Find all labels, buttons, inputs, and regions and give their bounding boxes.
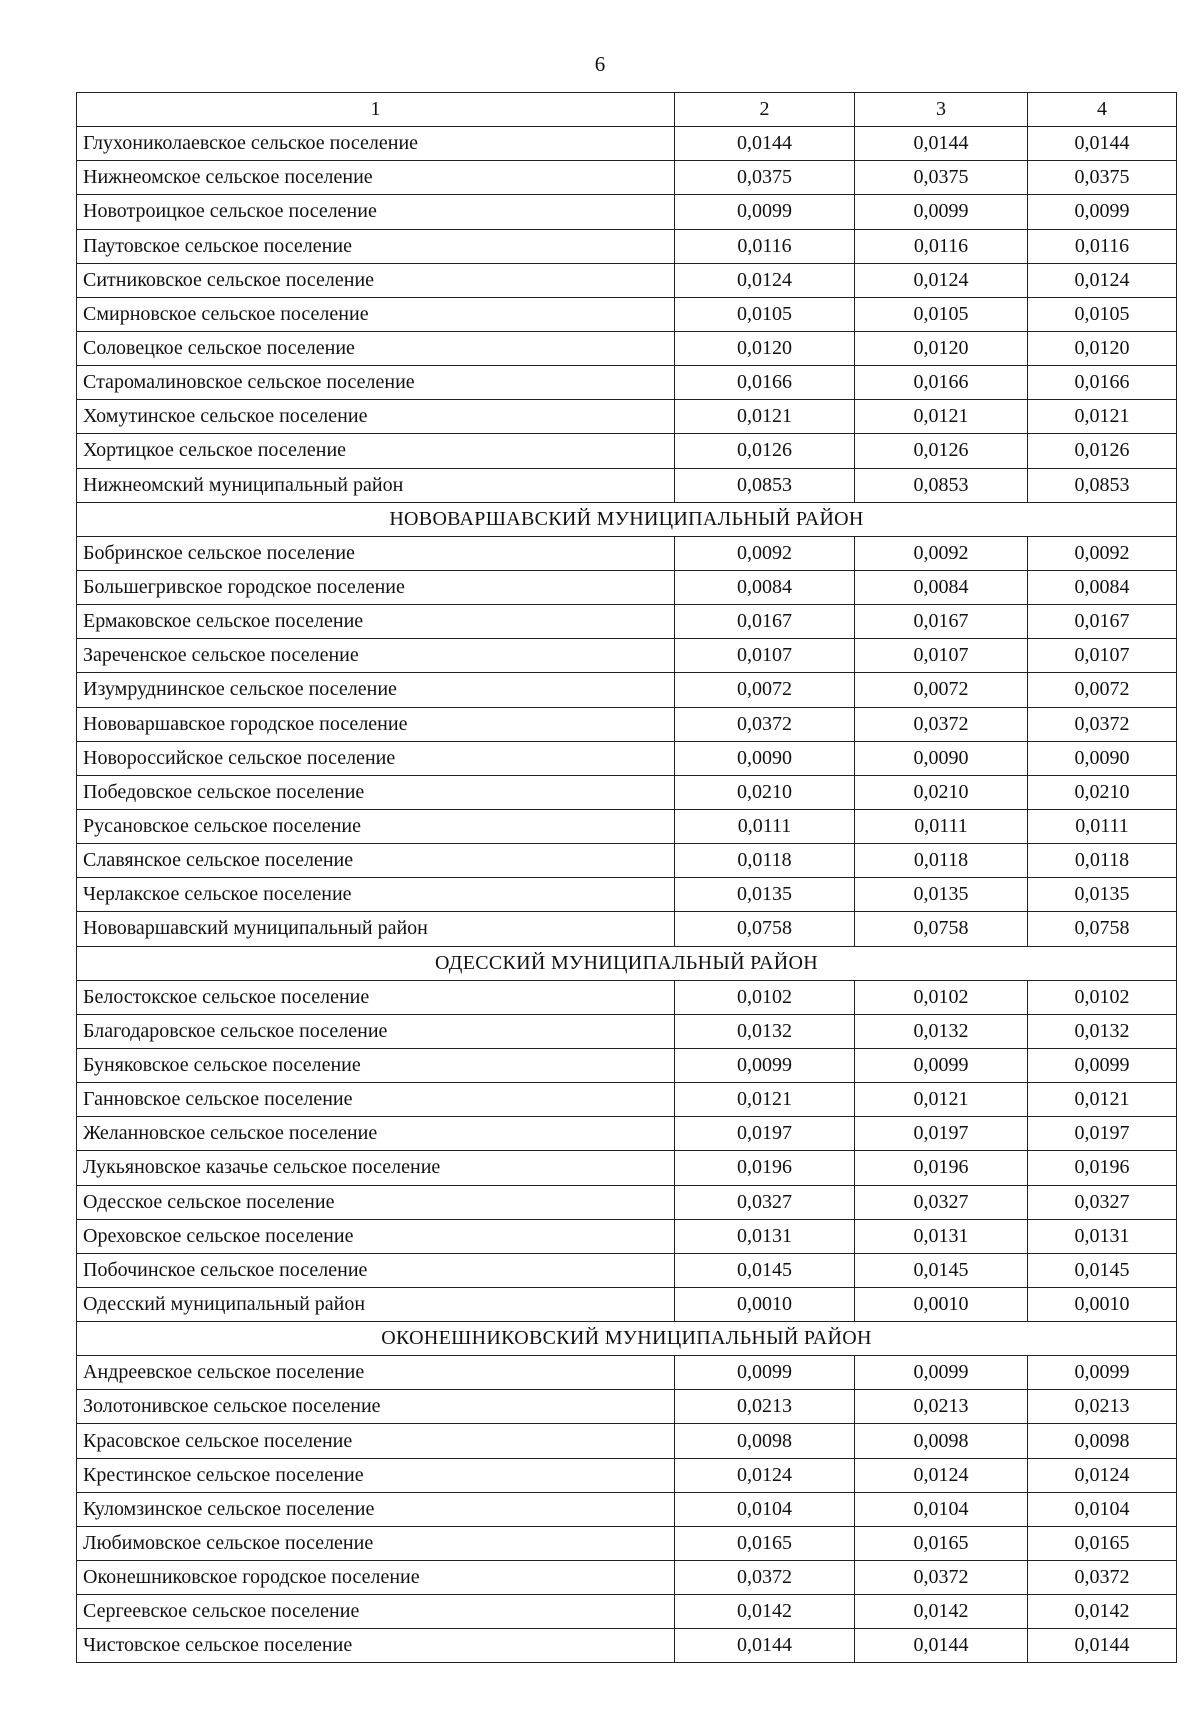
table-row [77, 1014, 1177, 1048]
settlement-name: Крестинское сельское поселение [77, 1458, 675, 1492]
column-number-4: 4 [1028, 93, 1177, 127]
district-heading-row [77, 1322, 1177, 1356]
settlement-name: Желанновское сельское поселение [77, 1117, 675, 1151]
value-col-3: 0,0126 [855, 434, 1028, 468]
value-col-4: 0,0111 [1028, 809, 1177, 843]
value-col-3: 0,0121 [855, 1083, 1028, 1117]
settlement-name: Одесское сельское поселение [77, 1185, 675, 1219]
value-col-2: 0,0853 [675, 468, 855, 502]
value-col-2: 0,0327 [675, 1185, 855, 1219]
table-row [77, 1287, 1177, 1321]
value-col-4: 0,0124 [1028, 1458, 1177, 1492]
settlement-name: Соловецкое сельское поселение [77, 331, 675, 365]
value-col-3: 0,0092 [855, 536, 1028, 570]
settlement-name: Хомутинское сельское поселение [77, 400, 675, 434]
table-row [77, 434, 1177, 468]
value-col-2: 0,0142 [675, 1595, 855, 1629]
value-col-2: 0,0118 [675, 844, 855, 878]
value-col-4: 0,0196 [1028, 1151, 1177, 1185]
value-col-4: 0,0210 [1028, 775, 1177, 809]
value-col-2: 0,0213 [675, 1390, 855, 1424]
settlement-name: Черлакское сельское поселение [77, 878, 675, 912]
table-row [77, 707, 1177, 741]
table-row [77, 366, 1177, 400]
table-row [77, 1117, 1177, 1151]
settlement-name: Буняковское сельское поселение [77, 1048, 675, 1082]
value-col-3: 0,0144 [855, 1629, 1028, 1663]
settlement-name: Смирновское сельское поселение [77, 297, 675, 331]
settlement-name: Андреевское сельское поселение [77, 1356, 675, 1390]
value-col-2: 0,0099 [675, 1048, 855, 1082]
value-col-3: 0,0213 [855, 1390, 1028, 1424]
value-col-4: 0,0124 [1028, 263, 1177, 297]
settlement-name: Бобринское сельское поселение [77, 536, 675, 570]
value-col-2: 0,0072 [675, 673, 855, 707]
table-row [77, 1492, 1177, 1526]
value-col-3: 0,0120 [855, 331, 1028, 365]
value-col-3: 0,0165 [855, 1526, 1028, 1560]
value-col-2: 0,0375 [675, 161, 855, 195]
table-row [77, 570, 1177, 604]
value-col-4: 0,0118 [1028, 844, 1177, 878]
value-col-2: 0,0126 [675, 434, 855, 468]
value-col-4: 0,0167 [1028, 605, 1177, 639]
value-col-4: 0,0165 [1028, 1526, 1177, 1560]
value-col-4: 0,0010 [1028, 1287, 1177, 1321]
column-number-row [77, 93, 1177, 127]
district-heading: НОВОВАРШАВСКИЙ МУНИЦИПАЛЬНЫЙ РАЙОН [77, 502, 1177, 536]
value-col-3: 0,0118 [855, 844, 1028, 878]
table-row [77, 1151, 1177, 1185]
value-col-3: 0,0102 [855, 980, 1028, 1014]
value-col-4: 0,0135 [1028, 878, 1177, 912]
table-row [77, 468, 1177, 502]
value-col-4: 0,0144 [1028, 1629, 1177, 1663]
table-row [77, 980, 1177, 1014]
value-col-2: 0,0372 [675, 1561, 855, 1595]
value-col-3: 0,0132 [855, 1014, 1028, 1048]
value-col-2: 0,0167 [675, 605, 855, 639]
table-row [77, 639, 1177, 673]
table-row [77, 195, 1177, 229]
value-col-2: 0,0120 [675, 331, 855, 365]
value-col-4: 0,0104 [1028, 1492, 1177, 1526]
page-number: 6 [594, 52, 606, 76]
value-col-2: 0,0107 [675, 639, 855, 673]
settlement-name: Русановское сельское поселение [77, 809, 675, 843]
table-row [77, 1253, 1177, 1287]
value-col-2: 0,0102 [675, 980, 855, 1014]
value-col-4: 0,0144 [1028, 127, 1177, 161]
value-col-3: 0,0372 [855, 707, 1028, 741]
value-col-3: 0,0072 [855, 673, 1028, 707]
value-col-3: 0,0111 [855, 809, 1028, 843]
value-col-4: 0,0131 [1028, 1219, 1177, 1253]
value-col-4: 0,0197 [1028, 1117, 1177, 1151]
value-col-3: 0,0135 [855, 878, 1028, 912]
settlement-name: Чистовское сельское поселение [77, 1629, 675, 1663]
value-col-2: 0,0121 [675, 400, 855, 434]
value-col-3: 0,0145 [855, 1253, 1028, 1287]
value-col-4: 0,0105 [1028, 297, 1177, 331]
table-row [77, 331, 1177, 365]
settlement-name: Любимовское сельское поселение [77, 1526, 675, 1560]
table-row [77, 1424, 1177, 1458]
table-row [77, 1185, 1177, 1219]
value-col-2: 0,0144 [675, 1629, 855, 1663]
value-col-4: 0,0142 [1028, 1595, 1177, 1629]
value-col-4: 0,0372 [1028, 707, 1177, 741]
value-col-2: 0,0090 [675, 741, 855, 775]
value-col-4: 0,0853 [1028, 468, 1177, 502]
settlement-name: Нововаршавское городское поселение [77, 707, 675, 741]
value-col-2: 0,0196 [675, 1151, 855, 1185]
value-col-3: 0,0107 [855, 639, 1028, 673]
settlement-name: Одесский муниципальный район [77, 1287, 675, 1321]
value-col-3: 0,0099 [855, 195, 1028, 229]
value-col-3: 0,0197 [855, 1117, 1028, 1151]
settlement-name: Побочинское сельское поселение [77, 1253, 675, 1287]
settlement-name: Победовское сельское поселение [77, 775, 675, 809]
value-col-3: 0,0121 [855, 400, 1028, 434]
value-col-3: 0,0167 [855, 605, 1028, 639]
value-col-3: 0,0375 [855, 161, 1028, 195]
value-col-4: 0,0126 [1028, 434, 1177, 468]
settlement-name: Ситниковское сельское поселение [77, 263, 675, 297]
value-col-3: 0,0853 [855, 468, 1028, 502]
value-col-2: 0,0372 [675, 707, 855, 741]
value-col-2: 0,0111 [675, 809, 855, 843]
value-col-3: 0,0196 [855, 1151, 1028, 1185]
value-col-4: 0,0213 [1028, 1390, 1177, 1424]
column-number-2: 2 [675, 93, 855, 127]
value-col-2: 0,0124 [675, 1458, 855, 1492]
settlement-name: Благодаровское сельское поселение [77, 1014, 675, 1048]
value-col-2: 0,0144 [675, 127, 855, 161]
table-row [77, 912, 1177, 946]
value-col-4: 0,0099 [1028, 1048, 1177, 1082]
value-col-4: 0,0092 [1028, 536, 1177, 570]
value-col-2: 0,0145 [675, 1253, 855, 1287]
value-col-4: 0,0107 [1028, 639, 1177, 673]
value-col-4: 0,0145 [1028, 1253, 1177, 1287]
value-col-2: 0,0084 [675, 570, 855, 604]
value-col-3: 0,0758 [855, 912, 1028, 946]
settlement-name: Хортицкое сельское поселение [77, 434, 675, 468]
value-col-3: 0,0131 [855, 1219, 1028, 1253]
value-col-3: 0,0124 [855, 263, 1028, 297]
value-col-3: 0,0327 [855, 1185, 1028, 1219]
value-col-4: 0,0120 [1028, 331, 1177, 365]
value-col-3: 0,0142 [855, 1595, 1028, 1629]
value-col-3: 0,0098 [855, 1424, 1028, 1458]
settlement-name: Сергеевское сельское поселение [77, 1595, 675, 1629]
value-col-3: 0,0372 [855, 1561, 1028, 1595]
value-col-3: 0,0144 [855, 127, 1028, 161]
value-col-2: 0,0210 [675, 775, 855, 809]
value-col-4: 0,0121 [1028, 1083, 1177, 1117]
value-col-3: 0,0099 [855, 1048, 1028, 1082]
table-row [77, 1219, 1177, 1253]
value-col-4: 0,0090 [1028, 741, 1177, 775]
table-row [77, 1083, 1177, 1117]
table-row [77, 1629, 1177, 1663]
settlement-name: Нововаршавский муниципальный район [77, 912, 675, 946]
district-heading: ОДЕССКИЙ МУНИЦИПАЛЬНЫЙ РАЙОН [77, 946, 1177, 980]
value-col-3: 0,0116 [855, 229, 1028, 263]
table-row [77, 605, 1177, 639]
value-col-4: 0,0132 [1028, 1014, 1177, 1048]
settlement-name: Лукьяновское казачье сельское поселение [77, 1151, 675, 1185]
table-row [77, 161, 1177, 195]
value-col-3: 0,0124 [855, 1458, 1028, 1492]
value-col-3: 0,0099 [855, 1356, 1028, 1390]
value-col-2: 0,0105 [675, 297, 855, 331]
value-col-4: 0,0116 [1028, 229, 1177, 263]
value-col-2: 0,0010 [675, 1287, 855, 1321]
value-col-4: 0,0099 [1028, 1356, 1177, 1390]
table-row [77, 1048, 1177, 1082]
table-row [77, 536, 1177, 570]
value-col-2: 0,0099 [675, 195, 855, 229]
table-row [77, 127, 1177, 161]
table-row [77, 1526, 1177, 1560]
settlement-name: Глухониколаевское сельское поселение [77, 127, 675, 161]
settlement-name: Оконешниковское городское поселение [77, 1561, 675, 1595]
coefficient-table [76, 92, 1177, 1663]
settlement-name: Старомалиновское сельское поселение [77, 366, 675, 400]
value-col-2: 0,0166 [675, 366, 855, 400]
table-row [77, 400, 1177, 434]
value-col-4: 0,0327 [1028, 1185, 1177, 1219]
value-col-4: 0,0375 [1028, 161, 1177, 195]
value-col-2: 0,0165 [675, 1526, 855, 1560]
settlement-name: Новотроицкое сельское поселение [77, 195, 675, 229]
settlement-name: Куломзинское сельское поселение [77, 1492, 675, 1526]
value-col-2: 0,0758 [675, 912, 855, 946]
value-col-2: 0,0197 [675, 1117, 855, 1151]
table-row [77, 878, 1177, 912]
value-col-4: 0,0758 [1028, 912, 1177, 946]
value-col-2: 0,0099 [675, 1356, 855, 1390]
table-row [77, 1595, 1177, 1629]
table-row [77, 844, 1177, 878]
table-row [77, 1390, 1177, 1424]
settlement-name: Большегривское городское поселение [77, 570, 675, 604]
table-row [77, 1561, 1177, 1595]
value-col-3: 0,0166 [855, 366, 1028, 400]
value-col-2: 0,0121 [675, 1083, 855, 1117]
value-col-2: 0,0135 [675, 878, 855, 912]
district-heading-row [77, 946, 1177, 980]
value-col-4: 0,0102 [1028, 980, 1177, 1014]
value-col-3: 0,0090 [855, 741, 1028, 775]
value-col-2: 0,0098 [675, 1424, 855, 1458]
table-row [77, 775, 1177, 809]
table-row [77, 673, 1177, 707]
table-row [77, 263, 1177, 297]
table-row [77, 229, 1177, 263]
settlement-name: Красовское сельское поселение [77, 1424, 675, 1458]
value-col-2: 0,0092 [675, 536, 855, 570]
value-col-4: 0,0084 [1028, 570, 1177, 604]
settlement-name: Изумруднинское сельское поселение [77, 673, 675, 707]
table-row [77, 1356, 1177, 1390]
settlement-name: Славянское сельское поселение [77, 844, 675, 878]
column-number-1: 1 [77, 93, 675, 127]
district-heading-row [77, 502, 1177, 536]
value-col-2: 0,0131 [675, 1219, 855, 1253]
district-heading: ОКОНЕШНИКОВСКИЙ МУНИЦИПАЛЬНЫЙ РАЙОН [77, 1322, 1177, 1356]
value-col-4: 0,0072 [1028, 673, 1177, 707]
value-col-3: 0,0104 [855, 1492, 1028, 1526]
settlement-name: Золотонивское сельское поселение [77, 1390, 675, 1424]
table-row [77, 1458, 1177, 1492]
settlement-name: Ермаковское сельское поселение [77, 605, 675, 639]
value-col-2: 0,0132 [675, 1014, 855, 1048]
value-col-2: 0,0104 [675, 1492, 855, 1526]
settlement-name: Нижнеомский муниципальный район [77, 468, 675, 502]
value-col-3: 0,0010 [855, 1287, 1028, 1321]
table-row [77, 297, 1177, 331]
settlement-name: Зареченское сельское поселение [77, 639, 675, 673]
settlement-name: Паутовское сельское поселение [77, 229, 675, 263]
value-col-2: 0,0116 [675, 229, 855, 263]
settlement-name: Белостокское сельское поселение [77, 980, 675, 1014]
settlement-name: Ореховское сельское поселение [77, 1219, 675, 1253]
value-col-4: 0,0372 [1028, 1561, 1177, 1595]
value-col-4: 0,0121 [1028, 400, 1177, 434]
value-col-4: 0,0098 [1028, 1424, 1177, 1458]
column-number-3: 3 [855, 93, 1028, 127]
value-col-3: 0,0084 [855, 570, 1028, 604]
value-col-3: 0,0210 [855, 775, 1028, 809]
value-col-4: 0,0166 [1028, 366, 1177, 400]
value-col-4: 0,0099 [1028, 195, 1177, 229]
value-col-3: 0,0105 [855, 297, 1028, 331]
settlement-name: Новороссийское сельское поселение [77, 741, 675, 775]
value-col-2: 0,0124 [675, 263, 855, 297]
table-row [77, 741, 1177, 775]
settlement-name: Ганновское сельское поселение [77, 1083, 675, 1117]
settlement-name: Нижнеомское сельское поселение [77, 161, 675, 195]
table-row [77, 809, 1177, 843]
